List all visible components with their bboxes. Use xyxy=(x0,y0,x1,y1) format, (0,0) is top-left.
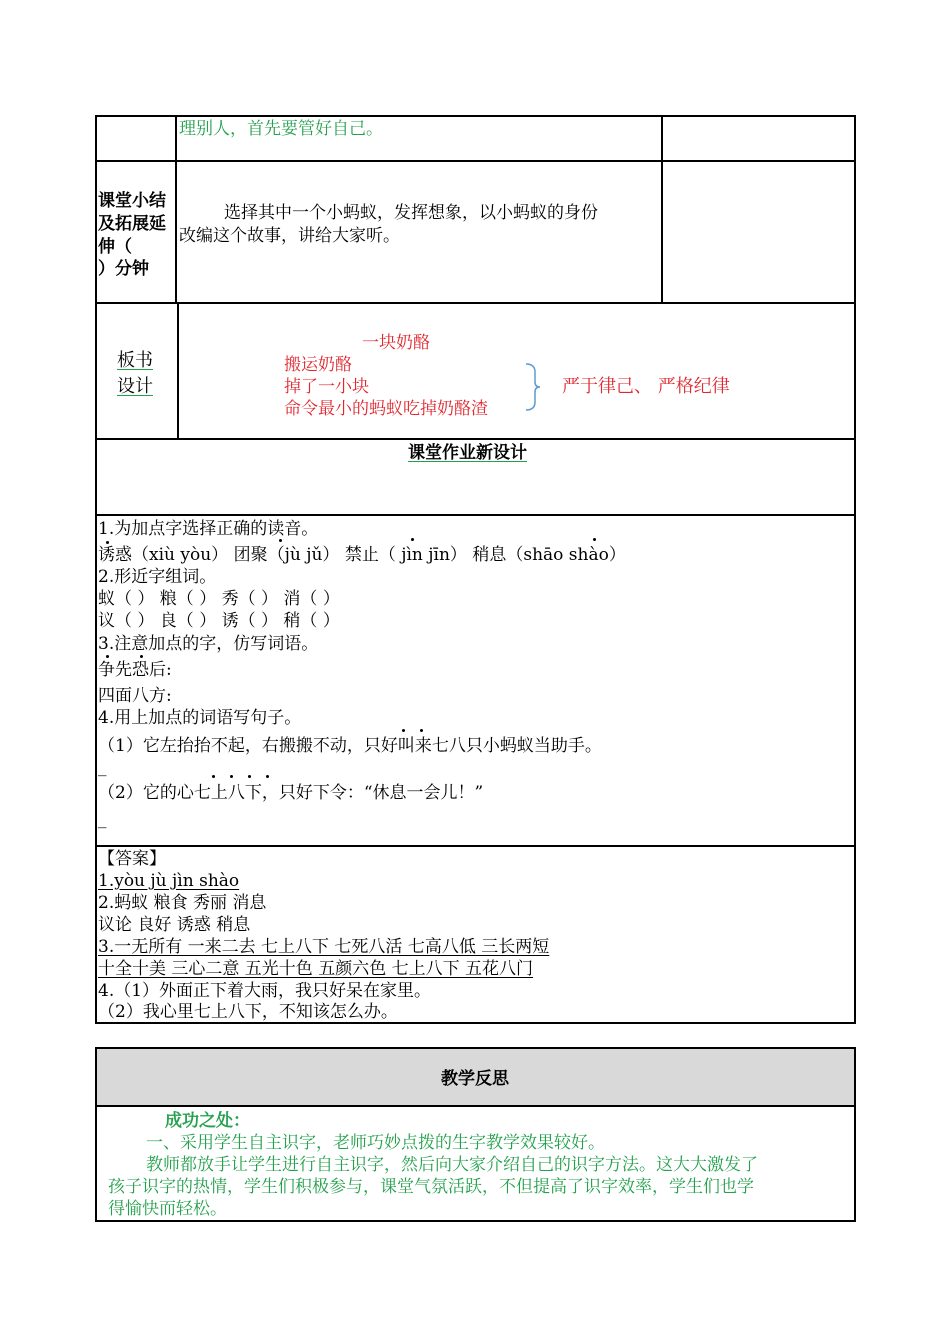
answer-line-7: 4.（1）外面正下着大雨，我只好呆在家里。 xyxy=(98,981,432,1001)
row-divider xyxy=(95,160,856,162)
emphasis-dot xyxy=(593,538,596,541)
col-divider xyxy=(177,302,179,439)
answer-line-5: 3.一无所有 一来二去 七上八下 七死八活 七高八低 三长两短 xyxy=(98,937,550,957)
summary-content-2: 改编这个故事，讲给大家听。 xyxy=(179,226,400,246)
emphasis-dot xyxy=(106,655,109,658)
emphasis-dot xyxy=(266,775,269,778)
summary-label-4: ）分钟 xyxy=(98,259,149,279)
reflection-heading: 成功之处： xyxy=(165,1111,250,1131)
hw-line-12: （2）它的心七上八下，只好下令：“休息一会儿！” xyxy=(98,783,484,803)
row-divider xyxy=(95,514,856,516)
hw-line-5: 议（ ） 良（ ） 诱（ ） 稍（ ） xyxy=(98,611,340,631)
col-divider xyxy=(661,115,663,303)
board-item-2: 掉了一小块 xyxy=(284,377,369,397)
board-item-1: 搬运奶酪 xyxy=(284,355,352,375)
answer-line-4: 议论 良好 诱惑 稍息 xyxy=(98,915,251,935)
reflection-title: 教学反思 xyxy=(441,1069,509,1089)
board-item-3: 命令最小的蚂蚁吃掉奶酪渣 xyxy=(284,399,488,419)
hw-line-7: 争先恐后: xyxy=(98,660,172,680)
summary-content-1: 选择其中一个小蚂蚁，发挥想象，以小蚂蚁的身份 xyxy=(224,203,598,223)
emphasis-dot xyxy=(411,538,414,541)
emphasis-dot xyxy=(279,539,282,542)
answer-line-2: 1.yòu jù jìn shào xyxy=(98,871,240,891)
summary-label-1: 课堂小结 xyxy=(98,191,166,211)
hw-line-9: 4.用上加点的词语写句子。 xyxy=(98,708,302,728)
emphasis-dot xyxy=(402,729,405,732)
reflection-line-2: 教师都放手让学生进行自主识字，然后向大家介绍自己的识字方法。这大大激发了 xyxy=(146,1155,758,1175)
summary-label-3: 伸（ xyxy=(98,237,132,257)
reflection-line-1: 一、采用学生自主识字，老师巧妙点拨的生字教学效果较好。 xyxy=(146,1133,605,1153)
reflection-line-4: 得愉快而轻松。 xyxy=(108,1199,227,1219)
board-label-2: 设计 xyxy=(117,376,153,397)
emphasis-dot xyxy=(106,541,109,544)
board-title: 一块奶酪 xyxy=(362,333,430,353)
emphasis-dot xyxy=(140,655,143,658)
board-summary: 严于律己、 严格纪律 xyxy=(562,376,730,397)
summary-label-2: 及拓展延 xyxy=(98,214,166,234)
emphasis-dot xyxy=(420,729,423,732)
hw-line-8: 四面八方: xyxy=(98,686,172,706)
hw-line-10: （1）它左抬抬不起，右搬搬不动，只好叫来七八只小蚂蚁当助手。 xyxy=(98,736,602,756)
emphasis-dot xyxy=(212,775,215,778)
emphasis-dot xyxy=(230,775,233,778)
bracket-icon xyxy=(522,362,542,412)
hw-line-4: 蚁（ ） 粮（ ） 秀（ ） 消（ ） xyxy=(98,589,340,609)
row-divider xyxy=(95,845,856,847)
answer-line-3: 2.蚂蚁 粮食 秀丽 消息 xyxy=(98,893,267,913)
col-divider xyxy=(175,115,177,303)
emphasis-dot xyxy=(248,775,251,778)
homework-title: 课堂作业新设计 xyxy=(408,443,527,463)
hw-line-13: _ xyxy=(98,809,107,829)
hw-line-3: 2.形近字组词。 xyxy=(98,567,217,587)
answer-line-1: 【答案】 xyxy=(98,849,166,869)
board-label-1: 板书 xyxy=(117,350,153,371)
hw-line-1: 1.为加点字选择正确的读音。 xyxy=(98,519,319,539)
row-divider xyxy=(95,302,856,304)
answer-line-6: 十全十美 三心二意 五光十色 五颜六色 七上八下 五花八门 xyxy=(98,959,534,979)
answer-line-8: （2）我心里七上八下，不知该怎么办。 xyxy=(98,1002,398,1022)
hw-line-11: _ xyxy=(98,757,107,777)
row-divider xyxy=(95,438,856,440)
row1-text: 理别人，首先要管好自己。 xyxy=(179,119,383,139)
hw-line-6: 3.注意加点的字，仿写词语。 xyxy=(98,634,319,654)
reflection-line-3: 孩子识字的热情，学生们积极参与，课堂气氛活跃，不但提高了识字效率，学生们也学 xyxy=(108,1177,754,1197)
hw-line-2: 诱惑（xiù yòu） 团聚（jù jǔ） 禁止（ jìn jīn） 稍息（shāo shào） xyxy=(98,545,626,565)
